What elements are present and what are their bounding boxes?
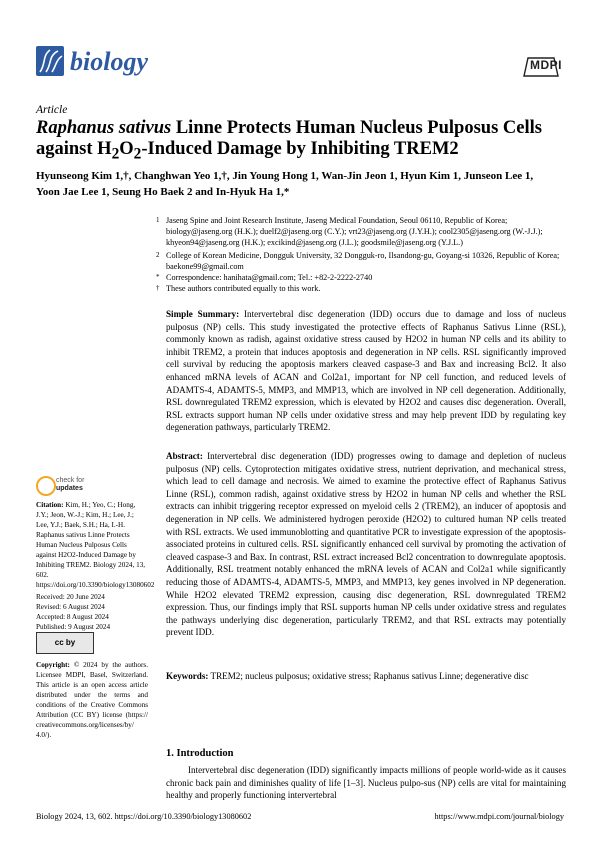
title-mid: O [119, 139, 134, 159]
check-line-1: check for [56, 477, 85, 484]
title-sub-1: 2 [111, 145, 120, 163]
introduction-paragraph: Intervertebral disc degeneration (IDD) significantly impacts millions of people world-wide as it causes chronic back pain and diminishes quality of life [1–3]. Nucleus pulpo-sus (NP) cells are vital for maintaining healthy and properly functioning intervertebral [166, 765, 566, 801]
keywords-text: TREM2; nucleus pulposus; oxidative stress; Raphanus sativus Linne; degenerative disc [210, 671, 529, 681]
copyright-block [36, 660, 148, 740]
citation-text: Kim, H.; Yeo, C.; Hong, J.Y.; Jeon, W.-J.; Kim, H.; Lee, J.; Lee, Y.J.; Baek, S.H.; Ha, I.-H. Raphanus sativus Linne Protects Human Nucleus Pulposus Cells against H2O2-Induced Damage by Inhibiting TREM2. Biology 2024, 13, 602. https://doi.org/10.3390/biology13080602 [36, 501, 155, 589]
equal-contribution-text: These authors contributed equally to this work. [166, 284, 321, 293]
title-sub-2: 2 [133, 145, 142, 163]
published-date: Published: 9 August 2024 [36, 623, 111, 631]
author-list [36, 168, 566, 200]
title-part-1: Linne Protects Human Nucleus Pulposus Cells against H [36, 118, 542, 159]
journal-logo-icon [36, 46, 64, 76]
authors-line-1: Hyunseong Kim 1,†, Changhwan Yeo 1,†, Jin Young Hong 1, Wan-Jin Jeon 1, Hyun Kim 1, Junseon Lee 1, [36, 170, 534, 182]
journal-name[interactable]: biology [70, 47, 148, 76]
citation-label: Citation: [36, 501, 64, 509]
section-heading-introduction: 1. Introduction [166, 748, 234, 759]
footer-journal-url[interactable]: https://www.mdpi.com/journal/biology [434, 812, 564, 821]
affiliation-1 [156, 215, 566, 248]
simple-summary-label: Simple Summary: [166, 309, 240, 319]
abstract-text: Intervertebral disc degeneration (IDD) progresses owing to damage and depletion of nucleus pulposus (NP) cells. Cytoprotection mitigates oxidative stress, nutrient deprivation, and mechanical stress, which lead to cell damage and necrosis. We aimed to examine the protective effect of Raphanus Sativus Linne (RSL), common radish, against oxidative stress by H2O2 in human NP cells and whether the RSL extracts can inhibit triggering receptor expressed on myeloid cells 2 (TREM2), an inducer of apoptosis and degeneration in NP cells. We administered hydrogen peroxide (H2O2) to cultured human NP cells treated with RSL extracts. We used immunoblotting and quantitative PCR to investigate expression of the apoptosis-associated proteins in cultured cells. RSL significantly enhanced cell survival by promoting the activation of cleaved caspase-3 and Bax. In contrast, RSL extract increased Bcl2 concentration to downregulate apoptosis. Additionally, RSL treatment notably enhanced the mRNA levels of ACAN and Col2a1 while significantly reducing those of ADAMTS-4, ADAMTS-5, MMP3, and MMP13, key genes involved in NP degeneration. While H2O2 elevated TREM2 expression, causing disc degeneration, RSL downregulated TREM2 expression. Thus, our findings imply that RSL supports human NP cells under oxidative stress and regulates the pathways underlying disc degeneration, particularly TREM2, and that RSL extracts may potentially prevent IDD. [166, 451, 567, 638]
check-for-updates-icon[interactable] [36, 476, 56, 496]
title-species: Raphanus sativus [36, 118, 172, 138]
citation-block [36, 500, 155, 590]
article-type: Article [36, 104, 68, 116]
check-line-2: updates [56, 485, 83, 492]
cc-by-label: cc by [54, 638, 76, 647]
copyright-text: © 2024 by the authors. Licensee MDPI, Basel, Switzerland. This article is an open access article distributed under the terms and conditions of the Creative Commons Attribution (CC BY) license (https:// creativecommons.org/licenses/by/ 4.0/). [36, 661, 148, 739]
simple-summary [166, 308, 566, 434]
correspondence [156, 272, 566, 283]
affiliation-1-mark: 1 [156, 216, 160, 224]
publisher-label: MDPI [530, 58, 562, 72]
accepted-date: Accepted: 8 August 2024 [36, 613, 109, 621]
abstract [166, 450, 566, 639]
correspondence-mark: * [156, 273, 160, 281]
footer-citation[interactable]: Biology 2024, 13, 602. https://doi.org/10.3390/biology13080602 [36, 812, 252, 821]
authors-line-2: Yoon Jae Lee 1, Seung Ho Baek 2 and In-Hyuk Ha 1,* [36, 186, 290, 198]
article-title [36, 118, 576, 165]
dates-block [36, 592, 148, 632]
affiliation-2-text: College of Korean Medicine, Dongguk University, 32 Dongguk-ro, Ilsandong-gu, Goyang-si 10326, Republic of Korea; baekone99@gmail.com [166, 251, 560, 271]
check-for-updates-link[interactable] [56, 477, 84, 493]
equal-contribution-mark: † [156, 284, 160, 292]
affiliation-2 [156, 250, 566, 272]
keywords [166, 670, 566, 683]
abstract-label: Abstract: [166, 451, 203, 461]
equal-contribution [156, 283, 566, 294]
keywords-label: Keywords: [166, 671, 209, 681]
title-part-2: -Induced Damage by Inhibiting TREM2 [141, 139, 459, 159]
correspondence-text: Correspondence: hanihata@gmail.com; Tel.: +82-2-2222-2740 [166, 273, 373, 282]
affiliation-2-mark: 2 [156, 251, 160, 259]
received-date: Received: 20 June 2024 [36, 593, 105, 601]
cc-by-license-icon[interactable] [36, 632, 94, 654]
revised-date: Revised: 6 August 2024 [36, 603, 105, 611]
simple-summary-text: Intervertebral disc degeneration (IDD) occurs due to damage and loss of nucleus pulposus (NP) cells. This study investigated the protective effects of Raphanus Sativus Linne (RSL), commonly known as radish, against oxidative stress caused by H2O2 in human NP cells and its ability to inhibit TREM2, a protein that induces apoptosis and degeneration in NP cells. RSL significantly improved cell survival by reducing the apoptosis markers cleaved caspase-3 and Bax and increasing Bcl2. It also enhanced mRNA levels of ACAN and Col2a1, important for NP cell function, and reduced levels of ADAMTS-4, ADAMTS-5, MMP3, and MMP13, which are involved in NP cell degeneration. Additionally, RSL downregulated TREM2 expression, which is elevated by H2O2 and causes disc degeneration. Overall, RSL extracts support human NP cells under oxidative stress and may help prevent IDD by regulating key degeneration pathways, particularly TREM2. [166, 309, 567, 433]
affiliation-1-text: Jaseng Spine and Joint Research Institute, Jaseng Medical Foundation, Seoul 06110, Republic of Korea; biology@jaseng.org (H.K.); duelf2@jaseng.org (C.Y.); vrt23@jaseng.org (J.Y.H.); cool2305@jaseng.org (W.-J.J.); khyeon94@jaseng.org (H.K.); excikind@jaseng.org (J.L.); goodsmile@jaseng.org (Y.J.L.) [166, 216, 543, 247]
copyright-label: Copyright: [36, 661, 70, 669]
